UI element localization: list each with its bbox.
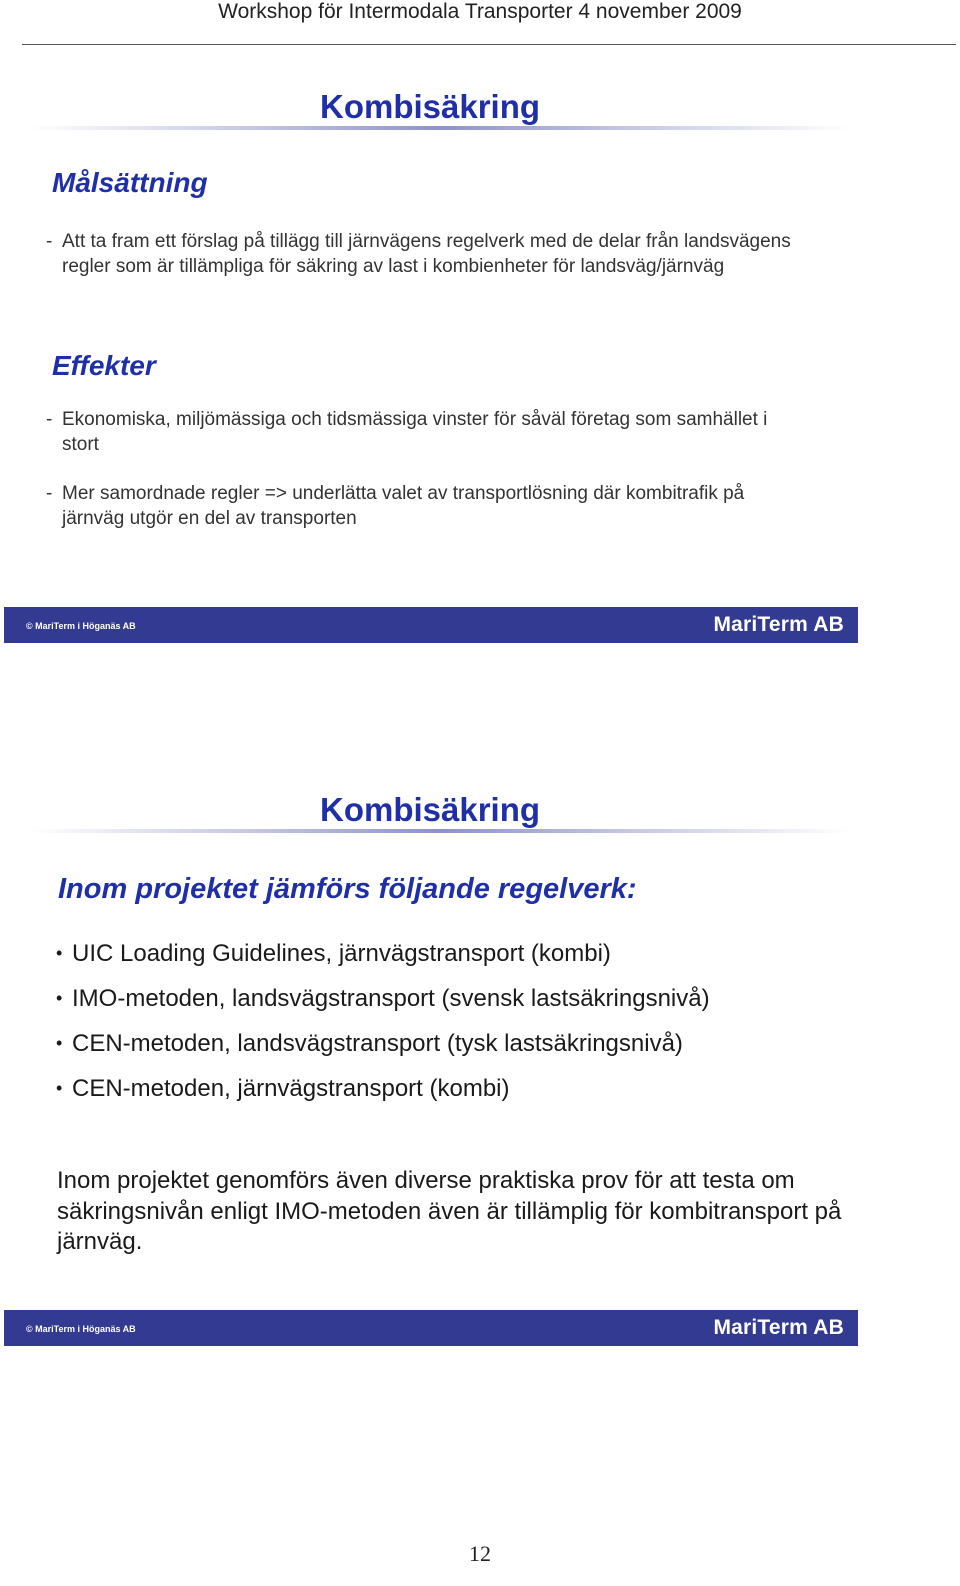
malsattning-item: - Att ta fram ett förslag på tillägg till järnvägens regelverk med de delar från landsvägens regler som är tillämpliga för säkring av last i kombienheter för landsväg/järnväg	[46, 229, 806, 279]
bullet-icon: •	[56, 988, 63, 1008]
slide-2-footer-bar	[4, 1310, 858, 1346]
regelverk-list-item-text: CEN-metoden, järnvägstransport (kombi)	[72, 1075, 510, 1102]
mariterm-logo: MariTerm AB	[713, 1316, 844, 1339]
slide-1-title-rule	[30, 126, 850, 130]
regelverk-list	[56, 939, 710, 1119]
regelverk-list-item	[56, 1029, 710, 1074]
page-number: 12	[469, 1541, 491, 1566]
mariterm-logo: MariTerm AB	[713, 613, 844, 636]
bullet-icon: •	[56, 1078, 63, 1098]
slide-2-paragraph: Inom projektet genomförs även diverse praktiska prov för att testa om säkringsnivån enligt IMO-metoden även är tillämplig för kombitransport på järnväg.	[57, 1167, 842, 1255]
slide-1-title: Kombisäkring	[320, 88, 541, 125]
regelverk-list-item-text: CEN-metoden, landsvägstransport (tysk lastsäkringsnivå)	[72, 1030, 683, 1057]
regelverk-list-item-text: UIC Loading Guidelines, järnvägstransport (kombi)	[72, 940, 611, 967]
effekter-item-text: Ekonomiska, miljömässiga och tidsmässiga vinster för såväl företag som samhället i stort	[62, 409, 768, 455]
malsattning-item-text: Att ta fram ett förslag på tillägg till järnvägens regelverk med de delar från landsvägens regler som är tillämpliga för säkring av last i kombienheter för landsväg/järnväg	[62, 231, 791, 277]
effekter-item: - Ekonomiska, miljömässiga och tidsmässiga vinster för såväl företag som samhället i stort	[46, 407, 806, 457]
footer-copyright: © MariTerm i Höganäs AB	[26, 1324, 136, 1334]
slide-2-title-rule	[30, 829, 850, 833]
slide-1-footer-bar	[4, 607, 858, 643]
regelverk-list-item	[56, 984, 710, 1029]
regelverk-list-item	[56, 939, 710, 984]
bullet-icon: •	[56, 1033, 63, 1053]
section-heading-malsattning: Målsättning	[52, 167, 208, 198]
regelverk-list-item	[56, 1074, 710, 1119]
header-divider	[22, 44, 956, 45]
effekter-item: - Mer samordnade regler => underlätta valet av transportlösning där kombitrafik på järnväg utgör en del av transporten	[46, 481, 806, 531]
footer-copyright: © MariTerm i Höganäs AB	[26, 621, 136, 631]
document-header: Workshop för Intermodala Transporter 4 november 2009	[218, 0, 742, 23]
effekter-item-text: Mer samordnade regler => underlätta valet av transportlösning där kombitrafik på järnväg utgör en del av transporten	[62, 483, 745, 529]
regelverk-list-item-text: IMO-metoden, landsvägstransport (svensk lastsäkringsnivå)	[72, 985, 710, 1012]
bullet-icon: •	[56, 943, 63, 963]
slide-2-subtitle: Inom projektet jämförs följande regelverk:	[58, 873, 637, 905]
section-heading-effekter: Effekter	[52, 350, 156, 381]
slide-2-title: Kombisäkring	[320, 791, 541, 828]
